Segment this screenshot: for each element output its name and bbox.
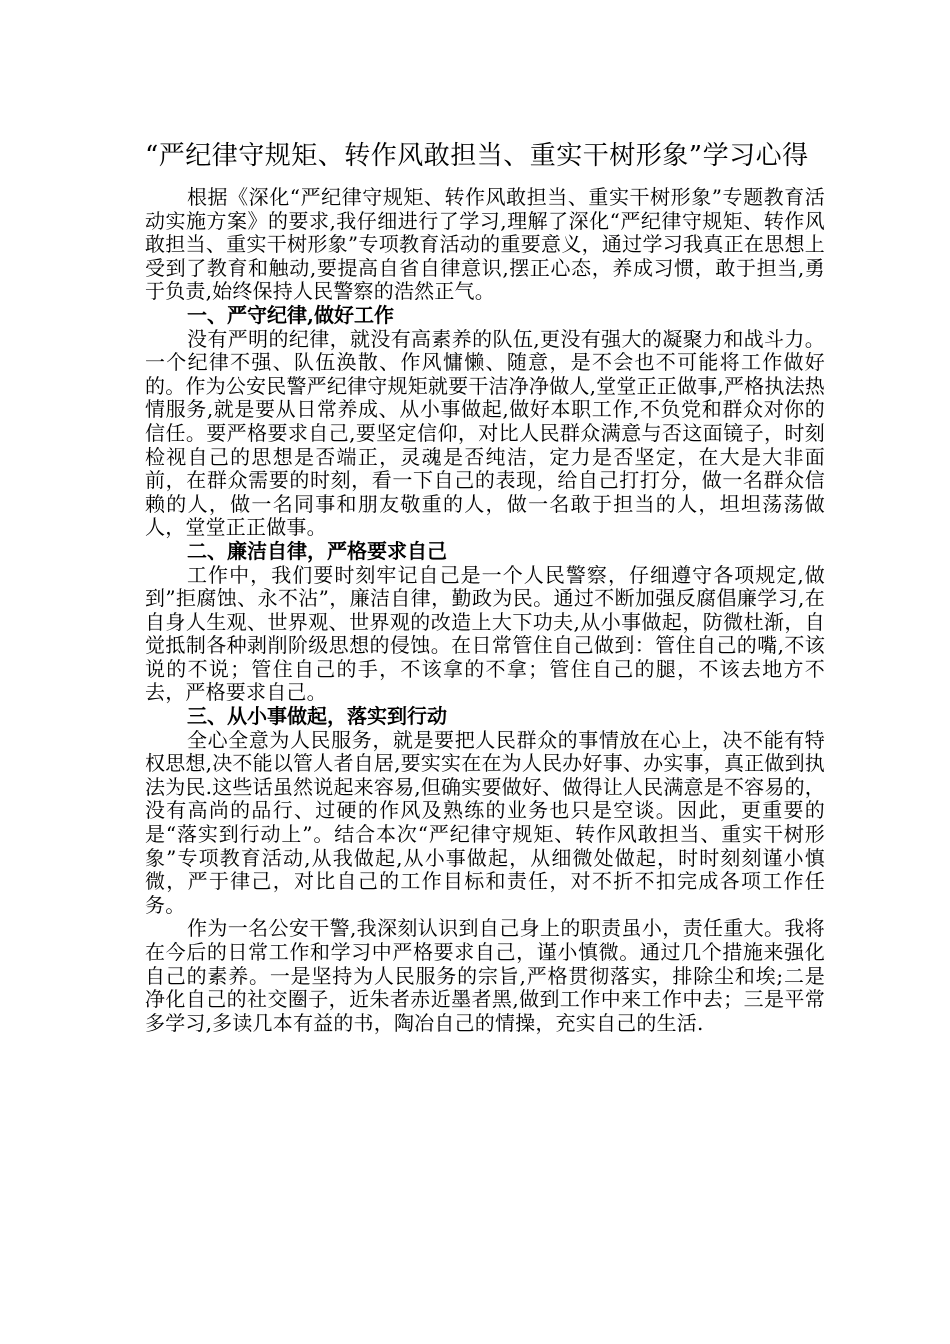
intro-paragraph: 根据《深化“严纪律守规矩、转作风敢担当、重实干树形象”专题教育活动实施方案》的要求,我仔细进行了学习,理解了深化“严纪律守规矩、转作风敢担当、重实干树形象”专项教育活动的重要意义，通过学习我真正在思想上受到了教育和触动,要提高自省自律意识,摆正心态，养成习惯，敢于担当,勇于负责,始终保持人民警察的浩然正气。 bbox=[145, 185, 825, 304]
section-1 bbox=[145, 304, 825, 540]
section-heading: 二、廉洁自律，严格要求自己 bbox=[187, 538, 447, 563]
document-title: “严纪律守规矩、转作风敢担当、重实干树形象”学习心得 bbox=[145, 141, 809, 171]
section-2 bbox=[145, 540, 825, 705]
section-heading: 一、严守纪律,做好工作 bbox=[187, 302, 394, 327]
section-body: 没有严明的纪律，就没有高素养的队伍,更没有强大的凝聚力和战斗力。一个纪律不强、队伍涣散、作风慵懒、随意，是不会也不可能将工作做好的。作为公安民警严纪律守规矩就要干洁净净做人,堂堂正正做事,严格执法热情服务,就是要从日常养成、从小事做起,做好本职工作,不负党和群众对你的信任。要严格要求自己,要坚定信仰，对比人民群众满意与否这面镜子，时刻检视自己的思想是否端正，灵魂是否纯洁，定力是否坚定，在大是大非面前，在群众需要的时刻，看一下自己的表现，给自己打打分，做一名群众信赖的人，做一名同事和朋友敬重的人，做一名敢于担当的人，坦坦荡荡做人，堂堂正正做事。 bbox=[145, 326, 825, 540]
section-heading: 三、从小事做起，落实到行动 bbox=[187, 704, 447, 729]
section-body: 工作中，我们要时刻牢记自己是一个人民警察，仔细遵守各项规定,做到”拒腐蚀、永不沾”，廉洁自律，勤政为民。通过不断加强反腐倡廉学习,在自身人生观、世界观、世界观的改造上大下功夫,从小事做起，防微杜渐，自觉抵制各种剥削阶级思想的侵蚀。在日常管住自己做到：管住自己的嘴,不该说的不说；管住自己的手，不该拿的不拿；管住自己的腿，不该去地方不去，严格要求自己。 bbox=[145, 562, 825, 705]
document-page bbox=[145, 132, 825, 1035]
section-body: 全心全意为人民服务，就是要把人民群众的事情放在心上，决不能有特权思想,决不能以管人者自居,要实实在在为人民办好事、办实事，真正做到执法为民.这些话虽然说起来容易,但确实要做好、做得让人民满意是不容易的，没有高尚的品行、过硬的作风及熟练的业务也只是空谈。因此，更重要的是“落实到行动上”。结合本次“严纪律守规矩、转作风敢担当、重实干树形象”专项教育活动,从我做起,从小事做起，从细微处做起，时时刻刻谨小慎微，严于律己，对比自己的工作目标和责任，对不折不扣完成各项工作任务。 bbox=[145, 727, 825, 917]
closing-paragraph: 作为一名公安干警,我深刻认识到自己身上的职责虽小，责任重大。我将在今后的日常工作和学习中严格要求自己，谨小慎微。通过几个措施来强化自己的素养。一是坚持为人民服务的宗旨,严格贯彻落实，排除尘和埃;二是净化自己的社交圈子，近朱者赤近墨者黑,做到工作中来工作中去；三是平常多学习,多读几本有益的书，陶冶自己的情操，充实自己的生活. bbox=[145, 916, 825, 1035]
section-3 bbox=[145, 705, 825, 917]
